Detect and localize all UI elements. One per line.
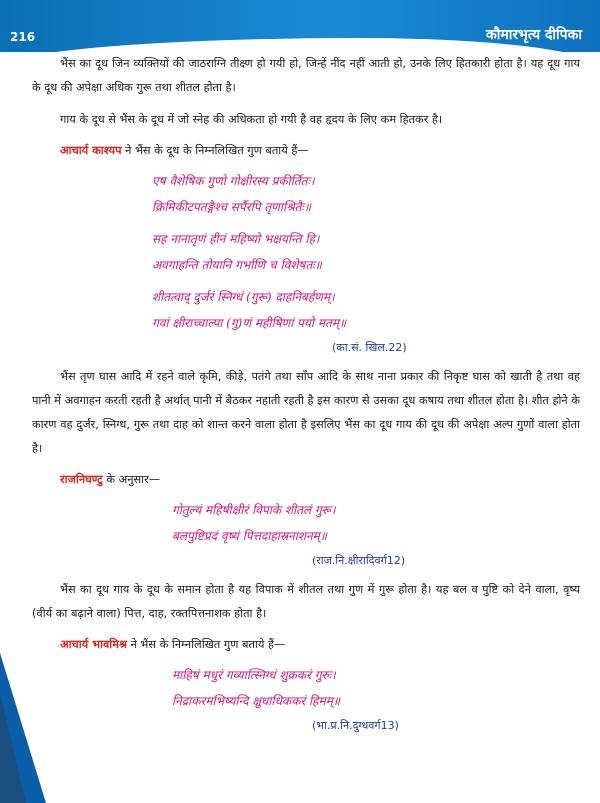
- rajnighantu-intro-text: के अनुसार—: [102, 473, 160, 486]
- paragraph-4: भैंस का दूध गाय के दूध के समान होता है यह विपाक में शीतल तथा गुण में गुरू होता है। यह बल व पुष्टि को देने वाला, वृष्य (वीर्य का बढ़ाने वाला) पित्त, दाह, रक्तपित्तनाशक होता है।: [32, 583, 580, 620]
- verse-line: माहिषं मधुरं गव्यात्स्निग्धं शुक्रकरं गुरुः।: [172, 668, 336, 682]
- bhavmishra-verses: [172, 662, 580, 714]
- rajnighantu-verses: [172, 497, 580, 549]
- bhavmishra-intro-text: ने भैंस के निम्नलिखित गुण बताये हैं—: [126, 638, 286, 651]
- author-bhavmishra: आचार्य भावमिश्र: [60, 638, 127, 651]
- kashyap-reference: (का.सं. खिल.22): [332, 341, 407, 354]
- paragraph-2: गाय के दूध से भैंस के दूध में जो स्नेह की अधिकता हो गयी है वह हृदय के लिए कम हितकर है।: [60, 113, 443, 126]
- verse-line: निद्राकरमभिष्यन्दि क्षुधाधिककरं हिमम्॥: [172, 694, 341, 708]
- kashyap-intro: [32, 140, 580, 162]
- kashyap-intro-text: ने भैंस के दूध के निम्नलिखित गुण बताये हैं—: [121, 144, 309, 157]
- verse-line: बलपुष्टिप्रदं वृष्यं पित्तदाहास्रनाशनम्॥: [172, 529, 328, 543]
- verse-line: एष वैशेषिक गुणो गोक्षीरस्य प्रकीर्तितः।: [152, 174, 315, 188]
- author-kashyap: आचार्य काश्यप: [60, 144, 122, 157]
- paragraph-1: भैंस का दूध जिन व्यक्तियों की जाठराग्नि तीक्ष्ण हो गयी हो, जिन्हें नींद नहीं आती हो, उनके लिए हितकारी होता है। यह दूध गाय के दूध की अपेक्षा अधिक गुरू तथा शीतल होता है।: [32, 57, 580, 94]
- verse-line: अवगाहन्ति तोयानि गर्भाणि च विशेषतः॥: [152, 258, 322, 272]
- kashyap-verses: [152, 168, 580, 336]
- verse-line: गवां क्षीराच्चाल्पा (गु)णं महीषिणां पयो मतम्॥: [152, 316, 347, 330]
- verse-line: सह नानातृणं हीनं महिष्यो भक्षयन्ति हि।: [152, 232, 320, 246]
- corner-decoration-dark: [0, 693, 26, 803]
- rajnighantu-reference: (राज.नि.क्षीरादिवर्ग12): [312, 554, 406, 567]
- bhavmishra-reference: (भा.प्र.नि.दुग्धवर्ग13): [312, 719, 399, 732]
- author-rajnighantu: राजनिघण्टु: [60, 473, 103, 486]
- page-number: 216: [10, 30, 36, 44]
- rajnighantu-intro: [32, 469, 580, 491]
- bhavmishra-intro: [32, 634, 580, 656]
- verse-line: क्रिमिकीटपतङ्गैश्च सर्पैरपि तृणाश्रितैः॥: [152, 200, 312, 214]
- page-content: [32, 52, 580, 743]
- verse-line: शीतत्वाद् दुर्जरं स्निग्धं (गुरू) दाहनिबर्हणम्।: [152, 290, 335, 304]
- paragraph-3: भैंस तृण घास आदि में रहने वाले कृमि, कीड़े, पतंगे तथा साँप आदि के साथ नाना प्रकार की निकृष्ट घास को खाती है तथा वह पानी में अवगाहन करती रहती है अर्थात् पानी में बैठकर नहाती रहती है इस कारण से उसका दूध कषाय तथा शीतल होता है। शीत होने के कारण वह दुर्जर, स्निग्ध, गुरू तथा दाह को शान्त करने वाला होता है इसलिए भैंस का दूध गाय की दूध की अपेक्षा अल्प गुणों वाला होता है।: [32, 370, 580, 455]
- running-title: कौमारभृत्य दीपिका: [485, 27, 582, 43]
- verse-line: गोतुल्यं महिषीक्षीरं विपाके शीतलं गुरू।: [172, 503, 336, 517]
